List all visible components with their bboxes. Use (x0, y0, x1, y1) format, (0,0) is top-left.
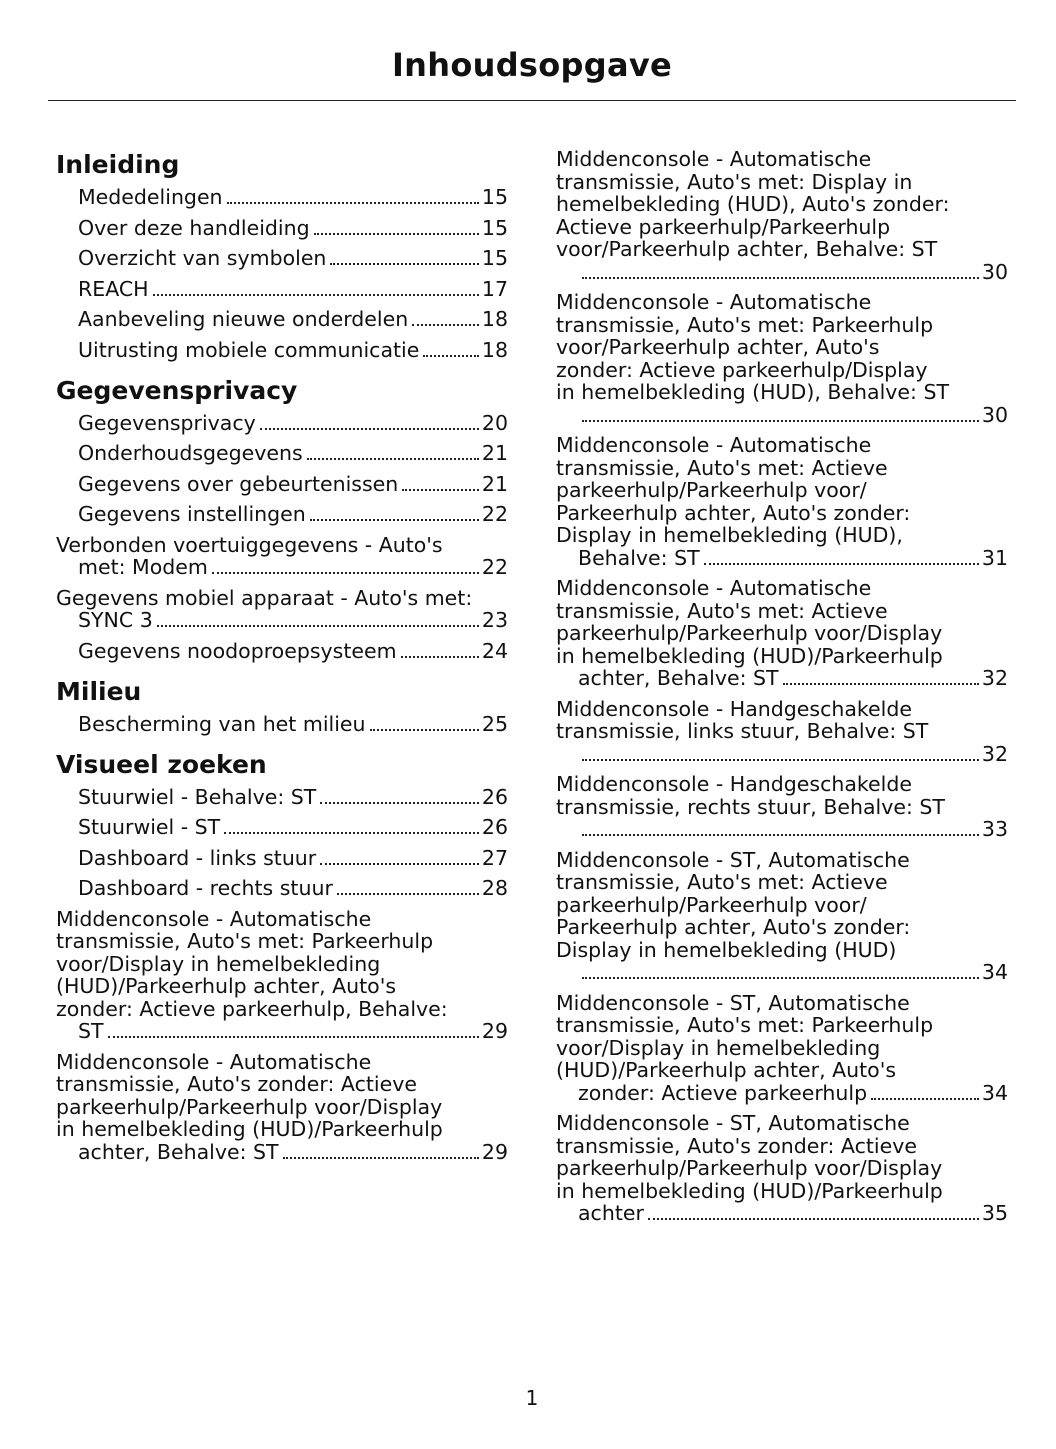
toc-entry-text: voor/Display in hemelbekleding (56, 951, 381, 976)
toc-entry[interactable] (56, 908, 508, 1044)
dot-leader (330, 263, 478, 265)
dot-leader (157, 625, 479, 627)
dot-leader (370, 729, 479, 731)
toc-page-number: 29 (481, 1139, 508, 1164)
toc-entry-text: SYNC 3 (78, 608, 153, 632)
toc-entry-leader-row (78, 609, 508, 632)
toc-page-number: 22 (481, 555, 508, 579)
dot-leader (307, 458, 479, 460)
toc-entry-text: transmissie, Auto's zonder: Actieve (556, 1133, 917, 1158)
toc-entry-text: Middenconsole - Automatische (556, 433, 872, 457)
toc-entry[interactable] (56, 186, 508, 209)
toc-page-number: 15 (481, 215, 508, 240)
toc-entry-leader-row (78, 816, 508, 839)
toc-page-number: 34 (981, 960, 1008, 984)
toc-entry[interactable] (56, 1051, 508, 1164)
toc-entry-text: Stuurwiel - Behalve: ST (78, 784, 317, 809)
toc-entry-text: Overzicht van symbolen (78, 246, 327, 270)
toc-entry[interactable] (56, 587, 508, 633)
toc-entry[interactable] (556, 434, 1008, 570)
toc-entry-text: in hemelbekleding (HUD), Behalve: ST (556, 380, 949, 404)
toc-entry-text: Parkeerhulp achter, Auto's zonder: (556, 500, 911, 525)
toc-entry[interactable] (556, 291, 1008, 427)
toc-entry-text: transmissie, links stuur, Behalve: ST (556, 719, 929, 743)
toc-entry-text: hemelbekleding (HUD), Auto's zonder: (556, 192, 950, 216)
toc-entry-leader-row (78, 186, 508, 209)
toc-entry-text: Bescherming van het milieu (78, 711, 366, 736)
dot-leader (224, 832, 479, 834)
toc-page-number: 21 (481, 441, 508, 465)
toc-entry-leader-row (78, 640, 508, 663)
toc-entry[interactable] (56, 247, 508, 270)
toc-entry-text: Actieve parkeerhulp/Parkeerhulp (556, 214, 891, 239)
toc-entry-text: parkeerhulp/Parkeerhulp voor/ (556, 478, 867, 502)
toc-section (56, 148, 508, 362)
toc-entry-leader-row (78, 1141, 508, 1164)
dot-leader (314, 233, 479, 235)
toc-entry-text: transmissie, Auto's met: Parkeerhulp (56, 929, 434, 953)
toc-entry[interactable] (56, 217, 508, 240)
dot-leader (153, 294, 479, 296)
toc-entry-text: Middenconsole - Automatische (56, 906, 372, 931)
toc-entry-text: Middenconsole - Automatische (556, 576, 872, 600)
toc-entry[interactable] (556, 992, 1008, 1105)
toc-entry[interactable] (556, 577, 1008, 690)
dot-leader (260, 428, 479, 430)
dot-leader (582, 977, 979, 979)
toc-page-number: 18 (481, 337, 508, 362)
toc-entry-text: parkeerhulp/Parkeerhulp voor/Display (556, 621, 943, 645)
toc-page-number: 22 (481, 502, 508, 526)
toc-page-number: 25 (481, 711, 508, 736)
toc-page-number: 24 (481, 638, 508, 663)
section-heading: Visueel zoeken (56, 749, 267, 779)
toc-entry-leader-row (78, 847, 508, 870)
toc-entry-text: Mededelingen (78, 185, 223, 209)
toc-page-number: 34 (981, 1080, 1008, 1105)
toc-entry-text: transmissie, Auto's met: Actieve (556, 598, 888, 623)
toc-entry-text: zonder: Actieve parkeerhulp/Display (556, 357, 928, 382)
toc-entry-text: achter (578, 1201, 644, 1225)
dot-leader (582, 759, 979, 761)
section-heading: Milieu (56, 676, 142, 706)
dot-leader (582, 277, 979, 279)
toc-entry-text: Middenconsole - ST, Automatische (556, 1111, 910, 1135)
toc-column-left (56, 138, 508, 1176)
toc-entry-text: transmissie, Auto's met: Parkeerhulp (556, 312, 934, 337)
page-title: Inhoudsopgave (391, 46, 673, 84)
toc-entry-text: transmissie, rechts stuur, Behalve: ST (556, 794, 945, 819)
toc-page-number: 33 (981, 817, 1008, 841)
toc-entry-text: transmissie, Auto's met: Parkeerhulp (556, 1013, 934, 1037)
toc-entry[interactable] (56, 503, 508, 526)
toc-entry-text: Dashboard - links stuur (78, 845, 317, 870)
toc-entry-text: REACH (78, 276, 149, 301)
toc-entry[interactable] (56, 308, 508, 331)
toc-entry-leader-row (78, 713, 508, 736)
toc-entry-text: parkeerhulp/Parkeerhulp voor/Display (556, 1156, 943, 1180)
dot-leader (871, 1098, 979, 1100)
toc-page-number: 29 (481, 1019, 508, 1043)
toc-page-number: 31 (981, 545, 1008, 570)
toc-entry[interactable] (56, 412, 508, 435)
toc-entry[interactable] (56, 640, 508, 663)
toc-entry[interactable] (56, 816, 508, 839)
toc-entry-text: Onderhoudsgegevens (78, 441, 303, 465)
toc-page-number: 23 (481, 608, 508, 632)
toc-entry-text: voor/Display in hemelbekleding (556, 1035, 881, 1060)
dot-leader (320, 863, 479, 865)
toc-entry-leader-row (78, 339, 508, 362)
toc-entry-leader-row (78, 217, 508, 240)
toc-entry-text: Uitrusting mobiele communicatie (78, 337, 420, 362)
toc-entry-leader-row (578, 1082, 1008, 1105)
toc-page-number: 30 (981, 402, 1008, 427)
toc-entry-text: ST (78, 1019, 104, 1043)
toc-entry-text: Middenconsole - Automatische (556, 147, 872, 171)
toc-page-number: 15 (481, 185, 508, 209)
toc-entry-text: met: Modem (78, 555, 208, 579)
dot-leader (704, 563, 979, 565)
toc-entry-leader-row (578, 961, 1008, 984)
toc-entry-text: Gegevensprivacy (78, 410, 256, 435)
toc-entry-text: Gegevens noodoproepsysteem (78, 638, 397, 663)
dot-leader (412, 324, 479, 326)
toc-entry-leader-row (578, 743, 1008, 766)
toc-entry-text: Middenconsole - ST, Automatische (556, 847, 910, 872)
section-heading: Inleiding (56, 150, 180, 179)
toc-entry[interactable] (556, 148, 1008, 284)
section-heading: Gegevensprivacy (56, 375, 298, 405)
toc-entry-leader-row (78, 412, 508, 435)
toc-section (56, 748, 508, 1164)
title-divider (48, 100, 1016, 101)
toc-page-number: 35 (981, 1201, 1008, 1225)
toc-entry-text: Verbonden voertuiggegevens - Auto's (56, 532, 443, 557)
dot-leader (310, 519, 479, 521)
dot-leader (401, 656, 479, 658)
dot-leader (402, 489, 479, 491)
toc-entry[interactable] (56, 877, 508, 900)
toc-entry-leader-row (78, 503, 508, 526)
toc-entry-text: transmissie, Auto's met: Display in (556, 169, 913, 194)
toc-entry-leader-row (78, 1020, 508, 1043)
toc-entry-text: transmissie, Auto's met: Actieve (556, 870, 888, 894)
toc-page-number: 32 (981, 666, 1008, 690)
toc-entry[interactable] (556, 1112, 1008, 1225)
toc-section (556, 148, 1008, 1225)
toc-entry[interactable] (56, 534, 508, 580)
toc-entry-text: parkeerhulp/Parkeerhulp voor/Display (56, 1094, 443, 1119)
toc-entry-text: Behalve: ST (578, 545, 700, 570)
toc-entry-text: Gegevens instellingen (78, 502, 306, 526)
toc-page-number: 26 (481, 784, 508, 809)
toc-entry-leader-row (78, 473, 508, 496)
toc-entry[interactable] (56, 473, 508, 496)
toc-entry[interactable] (56, 278, 508, 301)
toc-entry-text: (HUD)/Parkeerhulp achter, Auto's (556, 1058, 897, 1082)
dot-leader (108, 1036, 479, 1038)
toc-entry-text: Middenconsole - ST, Automatische (556, 990, 910, 1015)
toc-section (56, 374, 508, 663)
toc-entry-text: Gegevens over gebeurtenissen (78, 471, 399, 496)
toc-page-number: 32 (981, 741, 1008, 766)
toc-entry[interactable] (56, 713, 508, 736)
toc-entry-text: Gegevens mobiel apparaat - Auto's met: (56, 585, 473, 610)
toc-entry-text: Dashboard - rechts stuur (78, 876, 333, 900)
toc-entry[interactable] (56, 786, 508, 809)
toc-entry[interactable] (56, 339, 508, 362)
toc-entry-text: in hemelbekleding (HUD)/Parkeerhulp (556, 643, 943, 668)
toc-entry-leader-row (578, 547, 1008, 570)
toc-entry[interactable] (56, 442, 508, 465)
toc-page-number: 15 (481, 246, 508, 270)
toc-entry-text: transmissie, Auto's zonder: Actieve (56, 1072, 417, 1096)
toc-entry-text: transmissie, Auto's met: Actieve (556, 455, 888, 480)
toc-entry-text: Middenconsole - Automatische (556, 290, 872, 314)
toc-page-number: 20 (481, 410, 508, 435)
dot-leader (283, 1157, 479, 1159)
dot-leader (582, 420, 979, 422)
toc-entry-text: voor/Parkeerhulp achter, Behalve: ST (556, 237, 938, 261)
toc-entry-text: Middenconsole - Handgeschakelde (556, 696, 912, 721)
toc-section (56, 675, 508, 736)
toc-entry-text: achter, Behalve: ST (578, 666, 779, 690)
dot-leader (337, 893, 479, 895)
toc-entry-leader-row (578, 404, 1008, 427)
toc-entry[interactable] (556, 849, 1008, 985)
toc-entry-leader-row (78, 877, 508, 900)
toc-entry-text: parkeerhulp/Parkeerhulp voor/ (556, 892, 867, 917)
toc-page-number: 30 (981, 259, 1008, 284)
toc-entry-leader-row (78, 247, 508, 270)
toc-entry-text: zonder: Actieve parkeerhulp (578, 1080, 868, 1105)
dot-leader (648, 1218, 979, 1220)
toc-entry-text: achter, Behalve: ST (78, 1139, 279, 1164)
toc-page-number: 28 (481, 876, 508, 900)
dot-leader (227, 202, 479, 204)
toc-page-number: 26 (481, 815, 508, 839)
toc-page-number: 27 (481, 845, 508, 870)
toc-entry-text: Aanbeveling nieuwe onderdelen (78, 307, 409, 331)
toc-page-number: 17 (481, 276, 508, 301)
toc-page-number: 21 (481, 471, 508, 496)
toc-entry-leader-row (578, 261, 1008, 284)
toc-entry-text: Middenconsole - Handgeschakelde (556, 772, 912, 796)
toc-entry-leader-row (78, 786, 508, 809)
toc-entry-text: in hemelbekleding (HUD)/Parkeerhulp (56, 1117, 443, 1141)
toc-entry-text: Display in hemelbekleding (HUD), (556, 523, 903, 547)
toc-entry-text: Stuurwiel - ST (78, 815, 221, 839)
page-number: 1 (525, 1386, 539, 1410)
toc-entry-leader-row (78, 556, 508, 579)
toc-entry-text: Display in hemelbekleding (HUD) (556, 937, 897, 962)
toc-entry-text: Parkeerhulp achter, Auto's zonder: (556, 915, 911, 939)
toc-entry-text: (HUD)/Parkeerhulp achter, Auto's (56, 974, 397, 998)
toc-entry-leader-row (78, 442, 508, 465)
toc-entry-leader-row (578, 818, 1008, 841)
toc-entry[interactable] (556, 698, 1008, 766)
dot-leader (212, 572, 479, 574)
dot-leader (423, 355, 479, 357)
toc-entry-text: Middenconsole - Automatische (56, 1049, 372, 1074)
toc-entry-leader-row (578, 667, 1008, 690)
toc-column-right (556, 148, 1008, 1237)
toc-page-number: 18 (481, 307, 508, 331)
toc-entry[interactable] (56, 847, 508, 870)
dot-leader (783, 683, 979, 685)
toc-entry-leader-row (78, 278, 508, 301)
toc-entry[interactable] (556, 773, 1008, 841)
dot-leader (320, 802, 479, 804)
toc-entry-leader-row (578, 1202, 1008, 1225)
toc-entry-text: in hemelbekleding (HUD)/Parkeerhulp (556, 1178, 943, 1203)
toc-entry-leader-row (78, 308, 508, 331)
toc-entry-text: Over deze handleiding (78, 215, 310, 240)
toc-entry-text: voor/Parkeerhulp achter, Auto's (556, 335, 880, 359)
toc-entry-text: zonder: Actieve parkeerhulp, Behalve: (56, 996, 448, 1021)
dot-leader (582, 834, 979, 836)
